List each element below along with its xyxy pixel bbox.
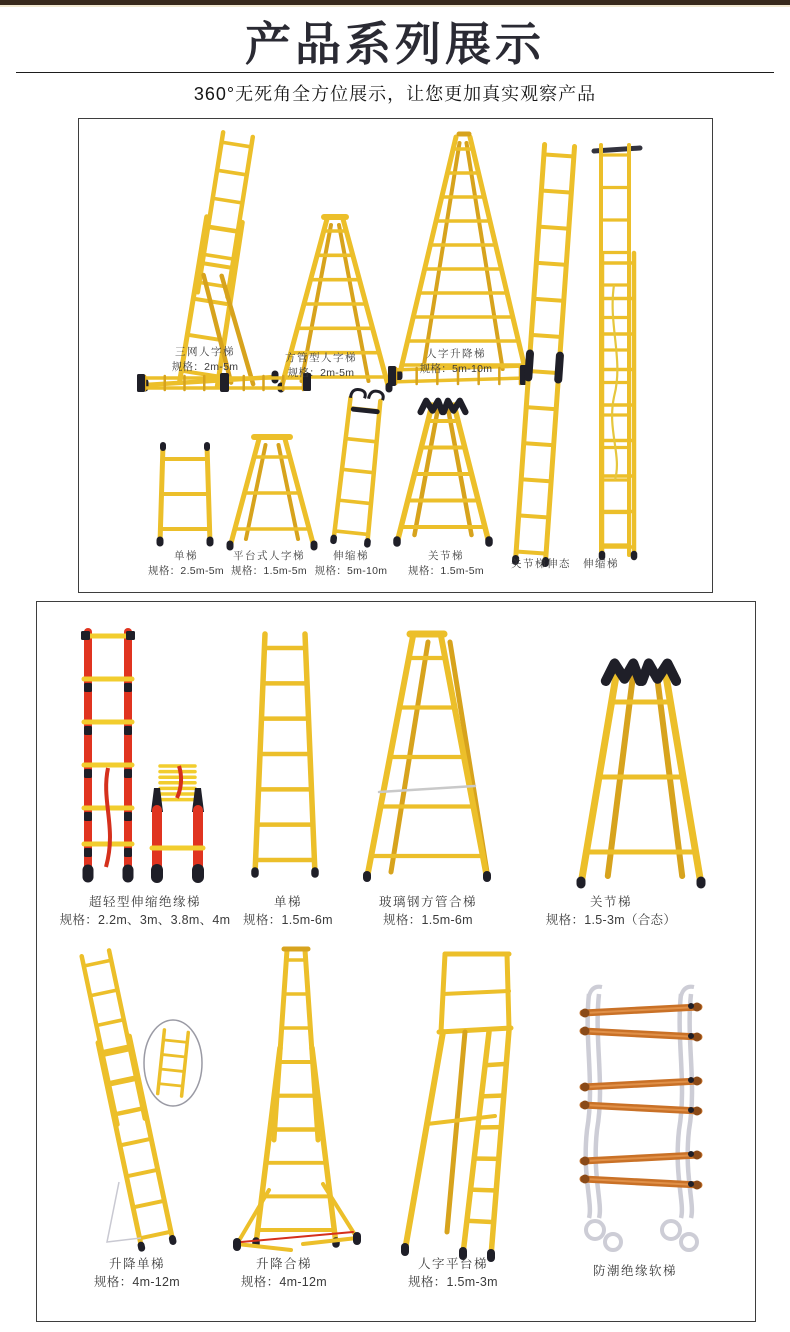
product-name: 升降合梯 — [255, 1257, 312, 1271]
product-label — [401, 347, 511, 376]
product-label — [218, 894, 358, 929]
ladder-image-single-tall — [249, 622, 321, 884]
product-label — [62, 1256, 212, 1291]
product-spec: 规格：2.2m、3m、3.8m、4m — [59, 913, 231, 927]
product-name: 单梯 — [174, 550, 198, 562]
ladder-image-joint-aframe-small — [393, 381, 493, 555]
product-spec: 规格：1.5m-5m — [408, 565, 484, 577]
ladder-image-joint-extended — [509, 139, 583, 569]
product-name: 玻璃钢方管合梯 — [378, 895, 477, 909]
ladder-image-hook-telescopic — [325, 383, 395, 555]
product-name: 平台式人字梯 — [233, 550, 305, 562]
product-spec: 规格：1.5m-6m — [243, 913, 333, 927]
product-spec: 规格：5m-10m — [419, 363, 493, 375]
product-name: 升降单梯 — [108, 1257, 165, 1271]
product-panel-bottom — [36, 601, 756, 1322]
product-spec: 规格：1.5-3m（合态） — [545, 913, 677, 927]
product-name: 防潮绝缘软梯 — [592, 1264, 677, 1278]
product-spec: 规格：2.5m-5m — [148, 565, 224, 577]
product-name: 关节梯 — [589, 895, 632, 909]
product-label — [209, 1256, 359, 1291]
page-title: 产品系列展示 — [245, 18, 545, 70]
product-label — [391, 549, 501, 578]
product-label — [343, 894, 513, 929]
product-name: 关节梯伸态 — [511, 558, 571, 570]
product-spec: 规格：5m-10m — [314, 565, 388, 577]
product-name: 关节梯 — [428, 550, 464, 562]
ladder-image-rope-soft — [573, 980, 709, 1256]
ladder-image-frp-square-tube-aframe — [353, 620, 515, 886]
ladder-image-single-small — [149, 435, 221, 551]
ladder-image-red-telescopic-extended — [77, 622, 141, 884]
product-spec: 规格：1.5m-3m — [408, 1275, 498, 1289]
title-divider — [16, 72, 774, 73]
ladder-image-lifting-aframe — [221, 944, 371, 1258]
product-label — [555, 1263, 715, 1280]
ladder-image-joint-aframe-large — [571, 636, 711, 894]
product-label — [378, 1256, 528, 1291]
ladder-image-platform-cage — [389, 944, 551, 1262]
product-spec: 规格：2m-5m — [171, 361, 239, 373]
product-name: 方管型人字梯 — [285, 352, 357, 364]
product-name: 伸缩梯 — [583, 558, 619, 570]
product-label — [546, 557, 656, 571]
product-label — [296, 549, 406, 578]
product-label — [50, 894, 240, 929]
product-spec: 规格：4m-12m — [93, 1275, 181, 1289]
product-spec: 规格：4m-12m — [240, 1275, 328, 1289]
product-spec: 规格：2m-5m — [287, 367, 355, 379]
product-panel-top — [78, 118, 713, 593]
product-spec: 规格：1.5m-5m — [231, 565, 307, 577]
product-name: 人字升降梯 — [426, 348, 486, 360]
product-name: 人字平台梯 — [417, 1257, 488, 1271]
product-label — [150, 345, 260, 374]
product-name: 单梯 — [273, 895, 302, 909]
product-name: 三网人字梯 — [175, 346, 235, 358]
ladder-image-platform-step — [225, 427, 320, 555]
product-spec: 规格：1.5m-6m — [383, 913, 473, 927]
product-name: 伸缩梯 — [333, 550, 369, 562]
page-subtitle: 360°无死角全方位展示，让您更加真实观察产品 — [193, 84, 597, 104]
product-name: 超轻型伸缩绝缘梯 — [88, 895, 201, 909]
ladder-image-folded-inset — [141, 1017, 205, 1109]
ladder-image-telescopic-tall — [582, 135, 650, 569]
ladder-image-red-telescopic-collapsed — [143, 760, 213, 884]
product-label — [266, 351, 376, 380]
top-accent-bar — [0, 0, 790, 7]
product-label — [516, 894, 706, 929]
